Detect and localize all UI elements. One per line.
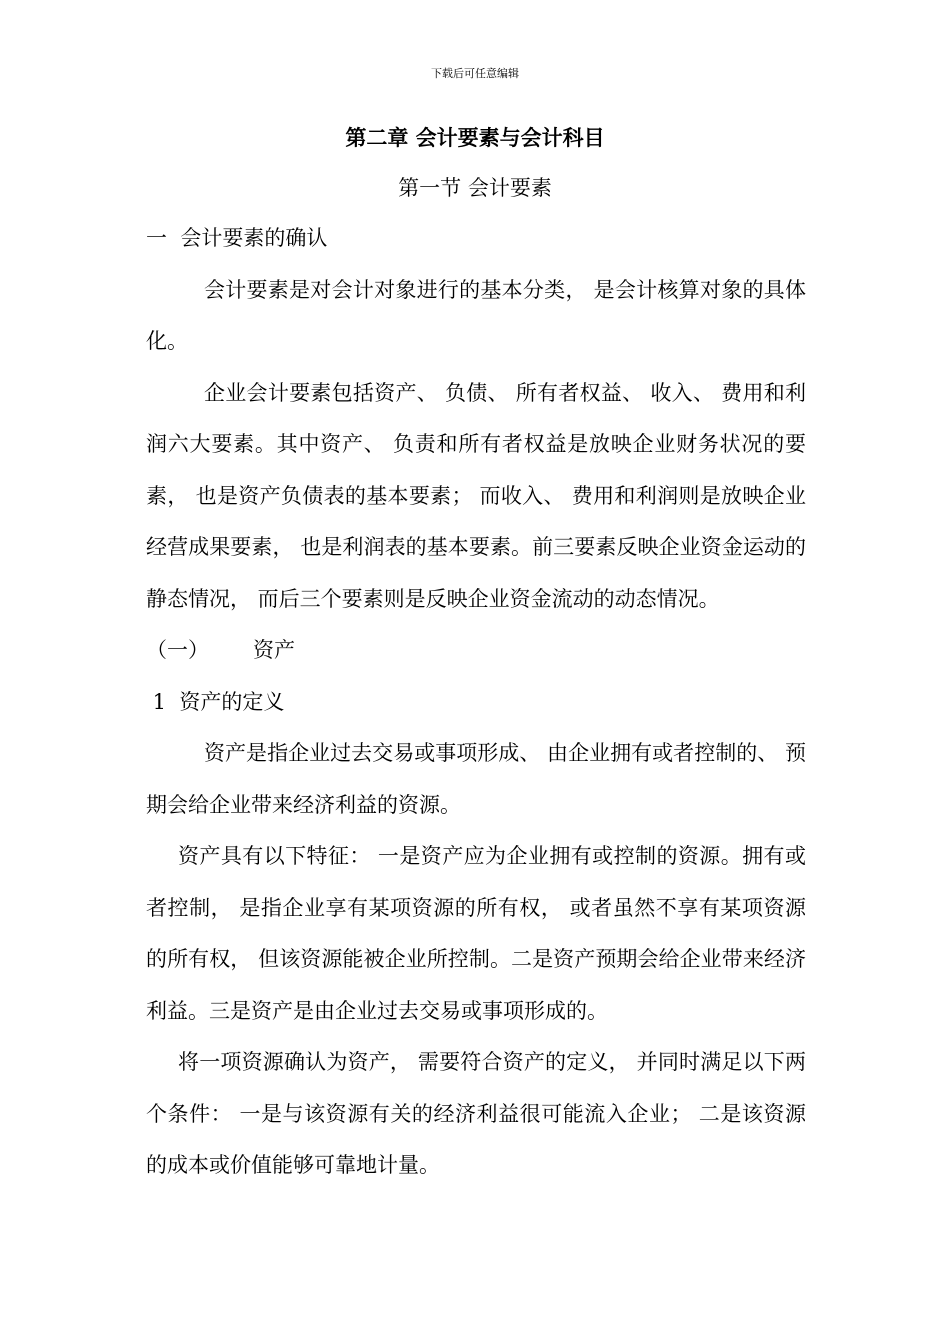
page-header-note: 下载后可任意编辑 (431, 67, 519, 80)
heading-asset-definition: 1 资产的定义 (146, 689, 285, 714)
heading-assets-number: （一） (146, 638, 209, 662)
paragraph-asset-definition: 资产是指企业过去交易或事项形成、 由企业拥有或者控制的、 预期会给企业带来经济利益的资源。 (146, 741, 806, 817)
paragraph-element-definition: 会计要素是对会计对象进行的基本分类， 是会计核算对象的具体化。 (146, 277, 806, 353)
document-body (146, 213, 806, 1192)
chapter-title: 第二章 会计要素与会计科目 (345, 125, 605, 150)
paragraph-asset-features: 资产具有以下特征： 一是资产应为企业拥有或控制的资源。拥有或者控制， 是指企业享有某项资源的所有权， 或者虽然不享有某项资源的所有权， 但该资源能被企业所控制。二是资产预期会给企业带来经济利益。三是资产是由企业过去交易或事项形成的。 (146, 844, 806, 1023)
heading-element-recognition: 一 会计要素的确认 (146, 226, 328, 250)
section-title: 第一节 会计要素 (398, 176, 552, 200)
paragraph-six-elements: 企业会计要素包括资产、 负债、 所有者权益、 收入、 费用和利润六大要素。其中资产、 负责和所有者权益是放映企业财务状况的要素， 也是资产负债表的基本要素； 而收入、 费用和利润则是放映企业经营成果要素， 也是利润表的基本要素。前三要素反映企业资金运动的静态情况， 而后三个要素则是反映企业资金流动的动态情况。 (146, 380, 806, 611)
paragraph-asset-conditions: 将一项资源确认为资产， 需要符合资产的定义， 并同时满足以下两个条件： 一是与该资源有关的经济利益很可能流入企业； 二是该资源的成本或价值能够可靠地计量。 (146, 1050, 806, 1177)
heading-assets-label: 资产 (253, 638, 295, 662)
heading-assets (146, 625, 806, 677)
